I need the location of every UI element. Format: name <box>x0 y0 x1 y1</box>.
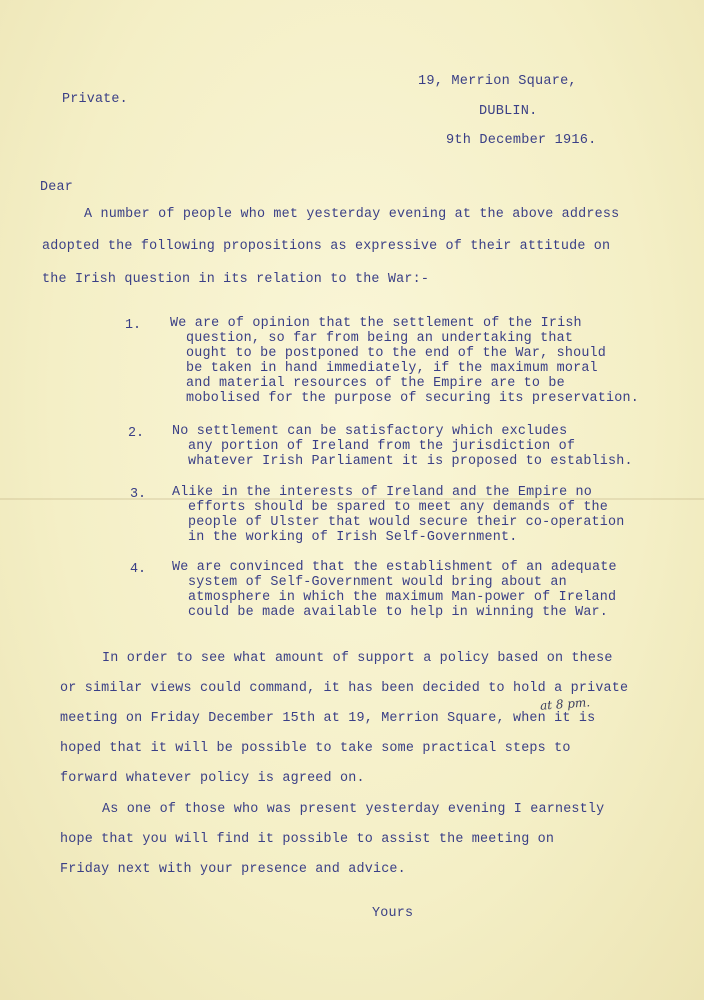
proposition-1-line: We are of opinion that the settlement of the Irish <box>170 316 582 331</box>
letter-date: 9th December 1916. <box>446 133 597 148</box>
proposition-2-number: 2. <box>128 426 145 441</box>
intro-line-1: A number of people who met yesterday evening at the above address <box>84 207 620 222</box>
intro-line-2: adopted the following propositions as expressive of their attitude on <box>42 239 611 254</box>
proposition-2-line: whatever Irish Parliament it is proposed to establish. <box>188 454 633 469</box>
proposition-2-line: No settlement can be satisfactory which excludes <box>172 424 568 439</box>
proposition-1-line: and material resources of the Empire are to be <box>186 376 565 391</box>
proposition-1-line: be taken in hand immediately, if the maximum moral <box>186 361 598 376</box>
paragraph-3-line-2: hope that you will find it possible to assist the meeting on <box>60 832 555 847</box>
paragraph-3-line-3: Friday next with your presence and advice. <box>60 862 406 877</box>
proposition-3-number: 3. <box>130 487 147 502</box>
address-line-2: DUBLIN. <box>479 104 538 119</box>
paragraph-2-line-4: hoped that it will be possible to take some practical steps to <box>60 741 571 756</box>
proposition-4-line: could be made available to help in winning the War. <box>188 605 609 620</box>
proposition-3-line: Alike in the interests of Ireland and the Empire no <box>172 485 593 500</box>
closing: Yours <box>372 906 414 921</box>
proposition-4-line: We are convinced that the establishment of an adequate <box>172 560 617 575</box>
proposition-4-number: 4. <box>130 562 147 577</box>
proposition-3-line: in the working of Irish Self-Government. <box>188 530 518 545</box>
paragraph-2-line-5: forward whatever policy is agreed on. <box>60 771 365 786</box>
proposition-4-line: system of Self-Government would bring about an <box>188 575 567 590</box>
proposition-1-number: 1. <box>125 318 142 333</box>
proposition-4-line: atmosphere in which the maximum Man-power of Ireland <box>188 590 617 605</box>
proposition-3-line: people of Ulster that would secure their co-operation <box>188 515 625 530</box>
intro-line-3: the Irish question in its relation to the War:- <box>42 272 430 287</box>
proposition-1-line: mobolised for the purpose of securing its preservation. <box>186 391 639 406</box>
paragraph-2-line-2: or similar views could command, it has been decided to hold a private <box>60 681 629 696</box>
paragraph-2-line-1: In order to see what amount of support a policy based on these <box>102 651 613 666</box>
proposition-1-line: question, so far from being an undertaking that <box>186 331 574 346</box>
handwritten-insert: at 8 pm. <box>539 695 591 713</box>
private-label: Private. <box>62 92 128 107</box>
address-line-1: 19, Merrion Square, <box>418 74 577 89</box>
proposition-3-line: efforts should be spared to meet any demands of the <box>188 500 609 515</box>
proposition-2-line: any portion of Ireland from the jurisdiction of <box>188 439 576 454</box>
salutation: Dear <box>40 180 73 195</box>
paragraph-2-line-3: meeting on Friday December 15th at 19, Merrion Square, when it is <box>60 711 596 726</box>
paragraph-3-line-1: As one of those who was present yesterday evening I earnestly <box>102 802 605 817</box>
proposition-1-line: ought to be postponed to the end of the War, should <box>186 346 607 361</box>
